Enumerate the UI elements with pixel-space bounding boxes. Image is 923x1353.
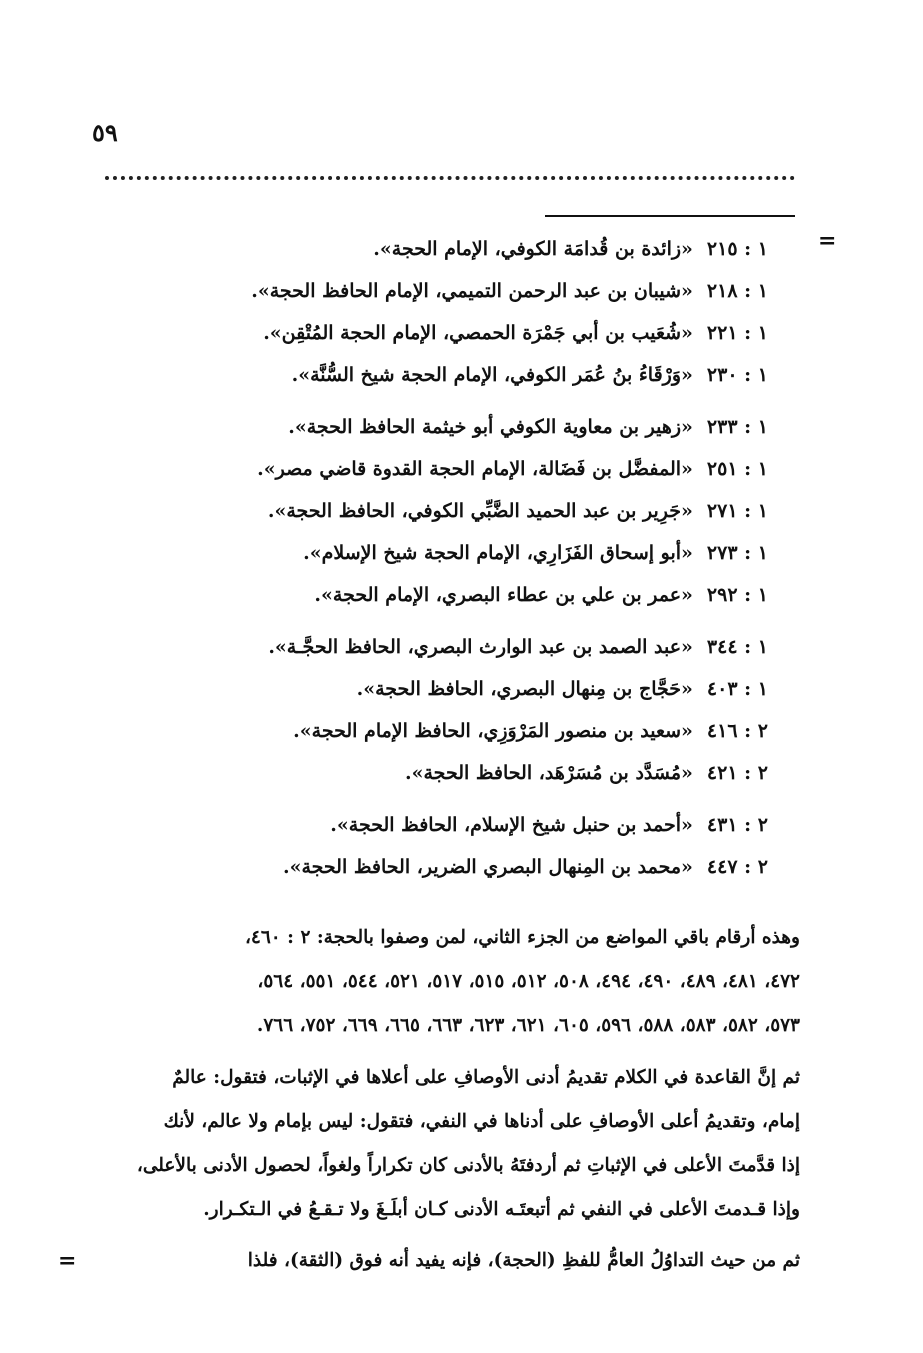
entry-text: «شيبان بن عبد الرحمن التميمي، الإمام الحافظ الحجة». <box>251 280 693 302</box>
margin-mark-bottom: = <box>58 1248 77 1274</box>
entry-text: «محمد بن المِنهال البصري الضرير، الحافظ الحجة». <box>282 856 693 878</box>
entry-ref: ٢ : ٤٤٧ <box>706 856 768 878</box>
page-number: ٥٩ <box>92 118 118 147</box>
entry-ref: ١ : ٤٠٣ <box>706 678 768 700</box>
entry <box>128 312 768 354</box>
entry <box>128 532 768 574</box>
entry <box>128 574 768 616</box>
footnote-rule <box>545 215 795 217</box>
summary-line: وهذه أرقام باقي المواضع من الجزء الثاني، لمن وصفوا بالحجة: ٢ : ٤٦٠، <box>244 927 800 948</box>
entry-text: «المفضَّل بن فَضَالة، الإمام الحجة القدوة قاضي مصر». <box>257 458 693 480</box>
entry-ref: ٢ : ٤٢١ <box>706 762 768 784</box>
entry <box>128 228 768 270</box>
entry <box>128 448 768 490</box>
entry-ref: ١ : ٢٢١ <box>706 322 768 344</box>
summary-numbers-line: ٤٧٢، ٤٨١، ٤٨٩، ٤٩٠، ٤٩٤، ٥٠٨، ٥١٢، ٥١٥، ٥١٧، ٥٢١، ٥٤٤، ٥٥١، ٥٦٤، <box>257 971 800 992</box>
entry-ref: ١ : ٢١٥ <box>706 238 768 260</box>
entry <box>128 804 768 846</box>
entry-text: «شُعَيب بن أبي جَمْرَة الحمصي، الإمام الحجة المُتْقِن». <box>263 322 693 344</box>
entry-text: «وَرْقَاءُ بنُ عُمَر الكوفي، الإمام الحجة شيخ السُّنَّة». <box>291 364 693 386</box>
margin-mark-top: = <box>818 228 837 254</box>
entry <box>128 490 768 532</box>
entry-text: «زائدة بن قُدامَة الكوفي، الإمام الحجة». <box>373 238 693 260</box>
paragraph-line: وإذا قـدمتَ الأعلى في النفي ثم أتبعتَـه الأدنى كـان أبلَـغَ ولا تـقـعُ في الـتكـرار. <box>203 1199 800 1220</box>
entry-ref: ٢ : ٤١٦ <box>706 720 768 742</box>
entry <box>128 710 768 752</box>
entries-list <box>128 228 768 888</box>
entry-text: «جَرِير بن عبد الحميد الضَّبِّي الكوفي، الحافظ الحجة». <box>267 500 693 522</box>
entry <box>128 406 768 448</box>
entry <box>128 752 768 794</box>
entry <box>128 846 768 888</box>
entry-ref: ١ : ٢١٨ <box>706 280 768 302</box>
entry <box>128 668 768 710</box>
entry-text: «سعيد بن منصور المَرْوَزِي، الحافظ الإمام الحجة». <box>293 720 693 742</box>
entry-ref: ١ : ٢٣٠ <box>706 364 768 386</box>
entry-ref: ١ : ٣٤٤ <box>706 636 768 658</box>
dotted-separator <box>105 176 795 180</box>
entry <box>128 270 768 312</box>
entry-text: «عمر بن علي بن عطاء البصري، الإمام الحجة». <box>314 584 693 606</box>
entry-text: «زهير بن معاوية الكوفي أبو خيثمة الحافظ الحجة». <box>288 416 693 438</box>
entry-text: «عبد الصمد بن عبد الوارث البصري، الحافظ الحجَّـة». <box>268 636 693 658</box>
entry-text: «أبو إسحاق الفَزَارِي، الإمام الحجة شيخ الإسلام». <box>303 542 693 564</box>
entry-text: «أحمد بن حنبل شيخ الإسلام، الحافظ الحجة». <box>330 814 693 836</box>
entry <box>128 354 768 396</box>
entry <box>128 626 768 668</box>
entry-ref: ١ : ٢٧٣ <box>706 542 768 564</box>
entry-text: «مُسَدَّد بن مُسَرْهَد، الحافظ الحجة». <box>405 762 693 784</box>
paragraph-line: إذا قدَّمتَ الأعلى في الإثباتِ ثم أردفتَهُ بالأدنى كان تكراراً ولغواً، لحصول الأدنى بالأعلى، <box>136 1155 800 1176</box>
entry-text: «حَجَّاج بن مِنهال البصري، الحافظ الحجة». <box>356 678 693 700</box>
paragraph-line: إمام، وتقديمُ أعلى الأوصافِ على أدناها في النفي، فتقول: ليس بإمام ولا عالم، لأنك <box>163 1111 800 1132</box>
entry-ref: ١ : ٢٧١ <box>706 500 768 522</box>
summary-numbers-line: ٥٧٣، ٥٨٢، ٥٨٣، ٥٨٨، ٥٩٦، ٦٠٥، ٦٢١، ٦٢٣، ٦٦٣، ٦٦٥، ٦٦٩، ٧٥٢، ٧٦٦. <box>256 1015 800 1036</box>
entry-ref: ٢ : ٤٣١ <box>706 814 768 836</box>
entry-ref: ١ : ٢٣٣ <box>706 416 768 438</box>
paragraph-line: ثم إنَّ القاعدة في الكلام تقديمُ أدنى الأوصافِ على أعلاها في الإثبات، فتقول: عالمٌ <box>172 1067 800 1088</box>
entry-ref: ١ : ٢٥١ <box>706 458 768 480</box>
entry-ref: ١ : ٢٩٢ <box>706 584 768 606</box>
paragraph-line: ثم من حيث التداوُلُ العامُّ للفظِ (الحجة)، فإنه يفيد أنه فوق (الثقة)، فلذا <box>247 1250 800 1271</box>
